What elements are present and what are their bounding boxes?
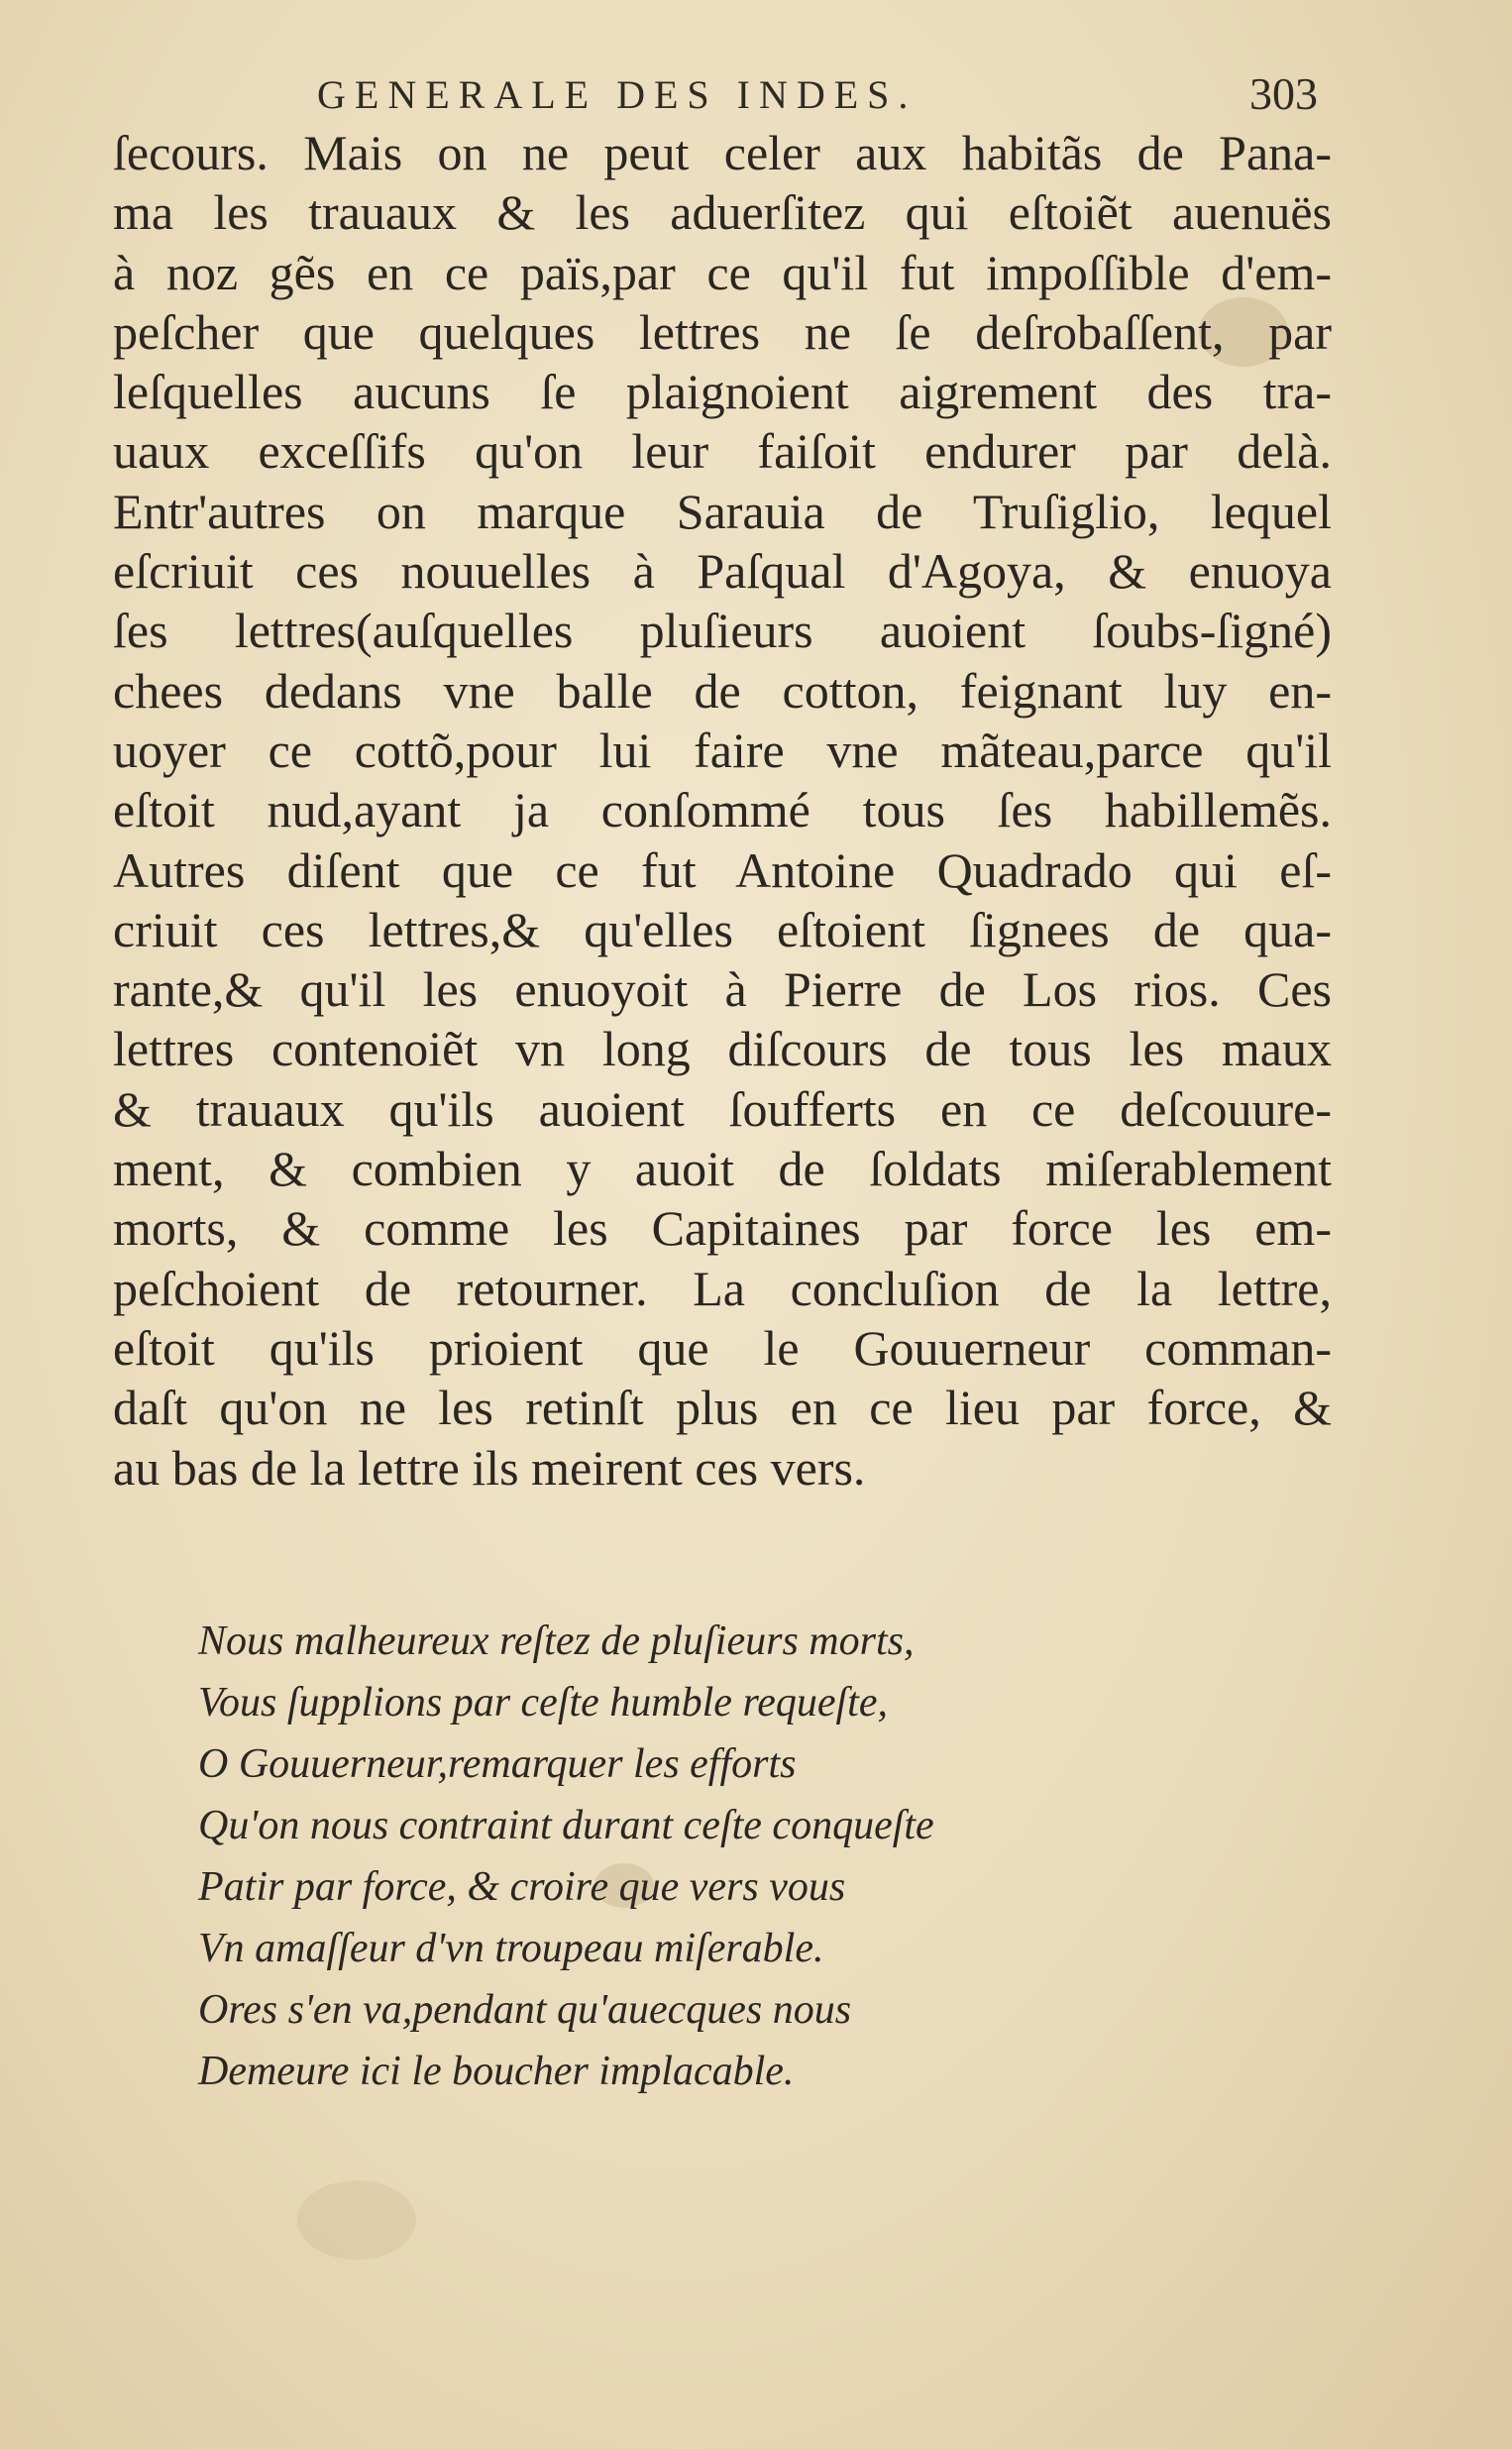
- text-line: & trauaux qu'ils auoient ſoufferts en ce deſcouure-: [113, 1080, 1332, 1137]
- running-title: GENERALE DES INDES.: [317, 72, 918, 117]
- text-line: ment, & combien y auoit de ſoldats miſerablement: [113, 1141, 1332, 1197]
- verse-block: [198, 1611, 1090, 2102]
- text-line: morts, & comme les Capitaines par force les em-: [113, 1200, 1332, 1257]
- text-line: leſquelles aucuns ſe plaignoient aigrement des tra-: [113, 364, 1332, 420]
- verse-line: Nous malheureux reſtez de pluſieurs morts,: [198, 1618, 915, 1664]
- text-line: Autres diſent que ce fut Antoine Quadrado qui eſ-: [113, 841, 1332, 898]
- paper-stain: [297, 2180, 416, 2260]
- text-line: criuit ces lettres,& qu'elles eſtoient ſignees de qua-: [113, 901, 1332, 957]
- verse-line: Qu'on nous contraint durant ceſte conqueſte: [198, 1803, 934, 1848]
- verse-line: O Gouuerneur,remarquer les efforts: [198, 1741, 797, 1787]
- text-line: rante,& qu'il les enuoyoit à Pierre de Los rios. Ces: [113, 961, 1332, 1018]
- text-line: uaux exceſſifs qu'on leur faiſoit endurer par delà.: [113, 423, 1332, 480]
- text-line: peſchoient de retourner. La concluſion de la lettre,: [113, 1260, 1332, 1316]
- text-line: eſcriuit ces nouuelles à Paſqual d'Agoya, & enuoya: [113, 543, 1332, 600]
- text-line: ſes lettres(auſquelles pluſieurs auoient ſoubs-ſigné): [113, 603, 1332, 659]
- verse-line: Ores s'en va,pendant qu'auecques nous: [198, 1987, 852, 2033]
- text-line: ſecours. Mais on ne peut celer aux habitãs de Pana-: [113, 125, 1332, 180]
- text-line: peſcher que quelques lettres ne ſe deſrobaſſent, par: [113, 303, 1332, 360]
- page-header: [109, 68, 1318, 131]
- text-line: eſtoit nud,ayant ja conſommé tous ſes habillemẽs.: [113, 782, 1332, 838]
- text-line: au bas de la lettre ils meirent ces vers.: [113, 1439, 866, 1496]
- verse-line: Patir par force, & croire que vers vous: [198, 1864, 846, 1910]
- text-line: Entr'autres on marque Sarauia de Truſiglio, lequel: [113, 483, 1332, 539]
- verse-line: Demeure ici le boucher implacable.: [198, 2049, 795, 2094]
- verse-line: Vn amaſſeur d'vn troupeau miſerable.: [198, 1926, 824, 1971]
- text-line: uoyer ce cottõ,pour lui faire vne mãteau,parce qu'il: [113, 722, 1332, 778]
- page-number: 303: [1249, 68, 1318, 119]
- text-line: ma les trauaux & les aduerſitez qui eſtoiẽt auenuës: [113, 184, 1332, 241]
- text-line: eſtoit qu'ils prioient que le Gouuerneur comman-: [113, 1319, 1332, 1376]
- body-text: [113, 123, 1332, 1498]
- verse-line: Vous ſupplions par ceſte humble requeſte,: [198, 1680, 888, 1725]
- text-line: lettres contenoiẽt vn long diſcours de tous les maux: [113, 1021, 1332, 1077]
- text-line: chees dedans vne balle de cotton, feignant luy en-: [113, 662, 1332, 719]
- text-line: daſt qu'on ne les retinſt plus en ce lieu par force, &: [113, 1380, 1332, 1436]
- text-line: à noz gẽs en ce païs,par ce qu'il fut impoſſible d'em-: [113, 244, 1332, 300]
